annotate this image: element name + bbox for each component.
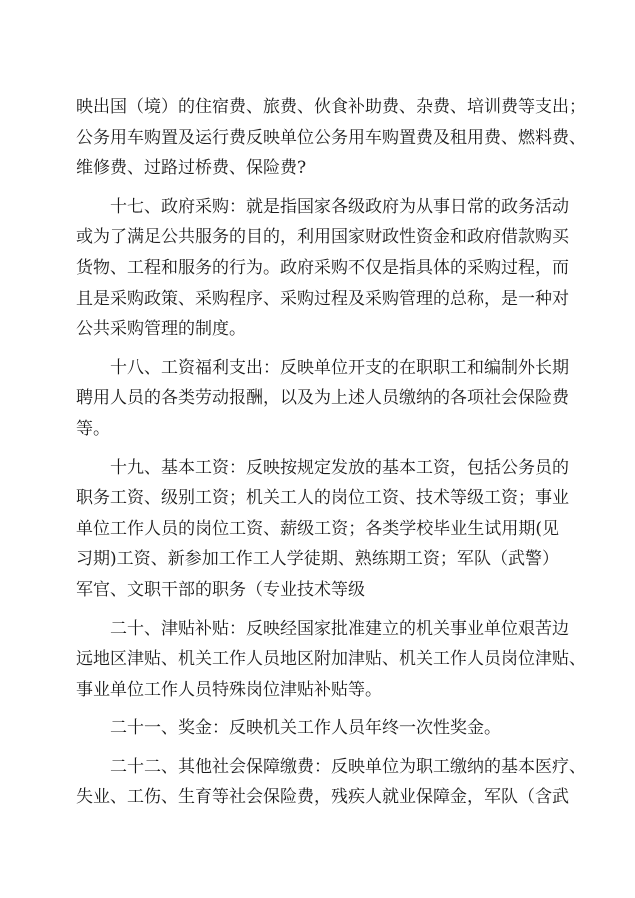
text-line: 事业单位工作人员特殊岗位津贴补贴等。 — [76, 679, 382, 700]
text-line: 单位工作人员的岗位工资、薪级工资；各类学校毕业生试用期(见 — [76, 518, 559, 539]
text-line: 公共采购管理的制度。 — [76, 319, 246, 340]
paragraph-wage-welfare — [76, 353, 569, 445]
text-line: 二十、津贴补贴：反映经国家批准建立的机关事业单位艰苦边 — [110, 618, 569, 639]
text-line: 军官、文职干部的职务（专业技术等级 — [76, 579, 365, 600]
text-line: 远地区津贴、机关工作人员地区附加津贴、机关工作人员岗位津贴、 — [76, 649, 586, 670]
paragraph-government-procurement — [76, 192, 569, 345]
document-body — [76, 92, 586, 813]
text-line: 习期)工资、新参加工作工人学徒期、熟练期工资；军队（武警） — [76, 549, 559, 570]
text-line: 失业、工伤、生育等社会保险费，残疾人就业保障金，军队（含武 — [76, 787, 569, 808]
paragraph-social-security — [76, 752, 586, 813]
paragraph-travel-vehicle — [76, 92, 586, 184]
text-line: 职务工资、级别工资；机关工人的岗位工资、技术等级工资；事业 — [76, 488, 569, 509]
text-line: 或为了满足公共服务的目的，利用国家财政性资金和政府借款购买 — [76, 227, 569, 248]
text-line: 二十二、其他社会保障缴费：反映单位为职工缴纳的基本医疗、 — [110, 756, 586, 777]
text-line: 二十一、奖金：反映机关工作人员年终一次性奖金。 — [110, 718, 501, 739]
text-line: 维修费、过路过桥费、保险费? — [76, 158, 307, 179]
text-line: 货物、工程和服务的行为。政府采购不仅是指具体的采购过程，而 — [76, 257, 569, 278]
text-line: 公务用车购置及运行费反映单位公务用车购置费及租用费、燃料费、 — [76, 127, 586, 148]
text-line: 十九、基本工资：反映按规定发放的基本工资，包括公务员的 — [110, 457, 569, 478]
text-line: 映出国（境）的住宿费、旅费、伙食补助费、杂费、培训费等支出； — [76, 97, 586, 117]
paragraph-bonus — [76, 713, 559, 744]
text-line: 聘用人员的各类劳动报酬，以及为上述人员缴纳的各项社会保险费 — [76, 388, 569, 409]
text-line: 等。 — [76, 418, 110, 439]
paragraph-allowance — [76, 614, 586, 706]
paragraph-basic-wage — [76, 453, 569, 606]
text-line: 十八、工资福利支出：反映单位开支的在职职工和编制外长期 — [110, 357, 569, 378]
text-line: 且是采购政策、采购程序、采购过程及采购管理的总称，是一种对 — [76, 288, 569, 309]
text-line: 十七、政府采购：就是指国家各级政府为从事日常的政务活动 — [110, 196, 569, 217]
